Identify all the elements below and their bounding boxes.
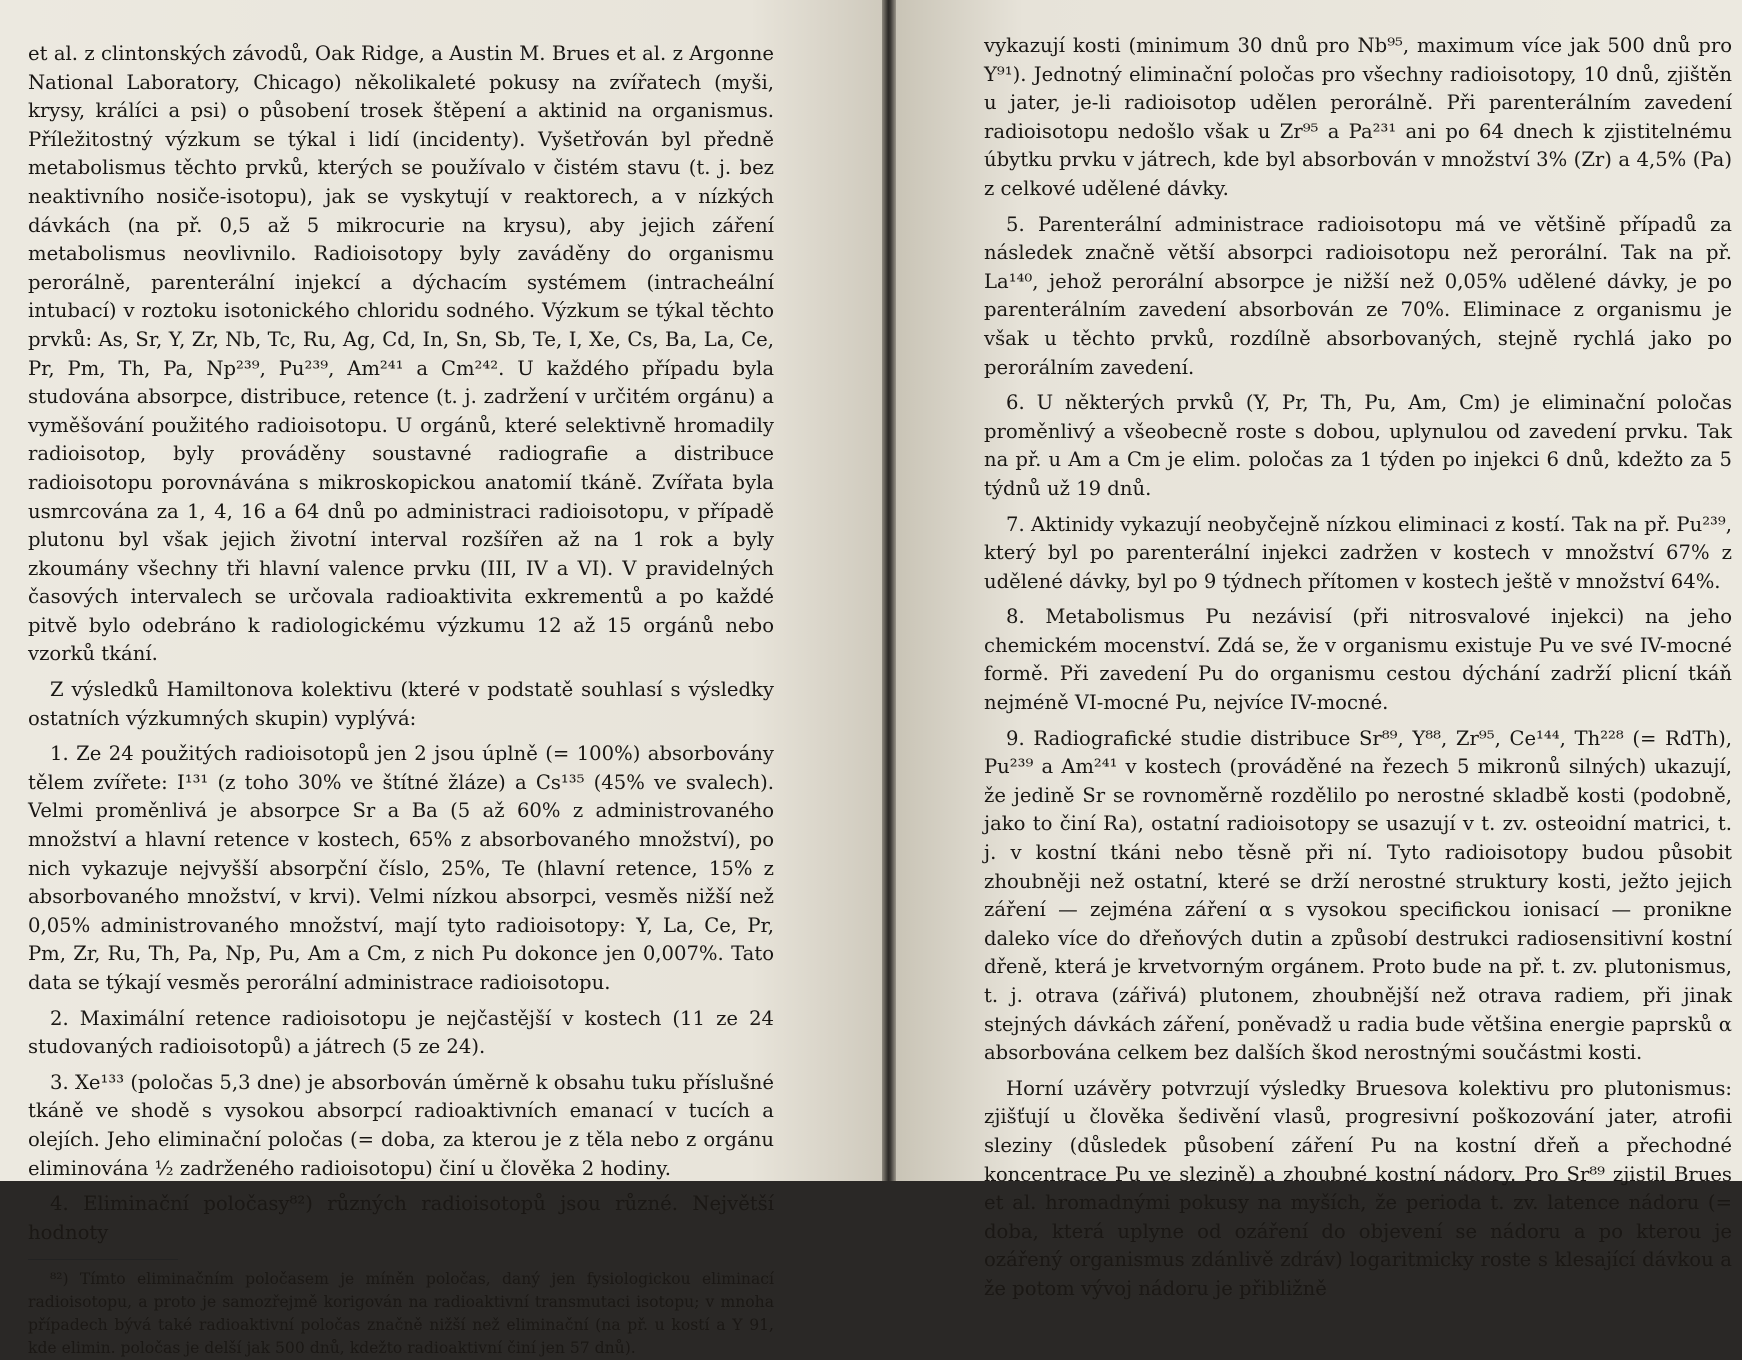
paragraph: 3. Xe¹³³ (poločas 5,3 dne) je absorbován úměrně k obsahu tuku příslušné tkáně ve shodě s vysokou absorpcí radioaktivních emanací v tucích a olejích. Jeho eliminační poločas (= doba, za kterou je z těla nebo z orgánu eliminována ½ zadrženého radioisotopu) činí u člověka 2 hodiny. — [28, 1070, 774, 1180]
paragraph: vykazují kosti (minimum 30 dnů pro Nb⁹⁵, maximum více jak 500 dnů pro Y⁹¹). Jednotný eliminační poločas pro všechny radioisotopy, 10 dnů, zjištěn u jater, je-li radioisotop udělen perorálně. Při parenterálním zavedení radioisotopu nedošlo však u Zr⁹⁵ a Pa²³¹ ani po 64 dnech k zjistitelnému úbytku prvku v játrech, kde byl absorbován v množství 3% (Zr) a 4,5% (Pa) z celkové udělené dávky. — [984, 34, 1732, 200]
footnote: ⁸²) Tímto eliminačním poločasem je míněn poločas, daný jen fysiologickou eliminací radioisotopu, a proto je samozřejmě korigován na radioaktivní transmutaci isotopu; v mnoha případech bývá také radioaktivní poločas značně nižší než eliminační (na př. u kostí a Y 91, kde elimin. poločas je delší jak 500 dnů, kdežto radioaktivní činí jen 57 dnů). — [28, 1270, 774, 1357]
paragraph: 6. U některých prvků (Y, Pr, Th, Pu, Am, Cm) je eliminační poločas proměnlivý a všeobecně roste s dobou, uplynulou od zavedení prvku. Tak na př. u Am a Cm je elim. poločas za 1 týden po injekci 6 dnů, kdežto za 5 týdnů už 19 dnů. — [984, 391, 1732, 500]
paragraph: 9. Radiografické studie distribuce Sr⁸⁹, Y⁸⁸, Zr⁹⁵, Ce¹⁴⁴, Th²²⁸ (= RdTh), Pu²³⁹ a Am²⁴¹ v kostech (prováděné na řezech 5 mikronů silných) ukazují, že jedině Sr se rovnoměrně rozdělilo po nerostné skladbě kosti (podobně, jako to činí Ra), ostatní radioisotopy se usazují v t. zv. osteoidní matrici, t. j. v kostní tkáni nebo těsně při ní. Tyto radioisotopy budou působit zhoubněji než ostatní, které se drží nerostné struktury kosti, ježto jejich záření — zejména záření α s vysokou specifickou ionisací — pronikne daleko více do dřeňových dutin a způsobí destrukci radiosensitivní kostní dřeně, která je krvetvorným orgánem. Proto bude na př. t. zv. plutonismus, t. j. otrava (zářivá) plutonem, zhoubnější než otrava radiem, při jinak stejných dávkách záření, poněvadž u radia bude většina energie paprsků α absorbována celkem bez dalších škod nerostnými součástmi kosti. — [984, 726, 1732, 1065]
paragraph: 4. Eliminační poločasy⁸²) různých radioisotopů jsou různé. Největší hodnoty — [28, 1192, 774, 1244]
right-page — [896, 0, 1742, 1300]
book-gutter — [882, 0, 896, 1181]
paragraph: Horní uzávěry potvrzují výsledky Bruesova kolektivu pro plutonismus: zjišťují u člověka šedivění vlasů, progresivní poškozování jater, atrofii sleziny (důsledek působení záření Pu na kostní dřeň a přechodné koncentrace Pu ve slezině) a zhoubné kostní nádory. Pro Sr⁸⁹ zjistil Brues et al. hromadnými pokusy na myších, že perioda t. zv. latence nádoru (= doba, která uplyne od ozáření do objevení se nádoru a po kterou je ozářený organismus zdánlivě zdráv) logaritmicky roste s klesající dávkou a že potom vývoj nádoru je přibližně — [984, 1076, 1732, 1300]
paragraph: Z výsledků Hamiltonova kolektivu (které v podstatě souhlasí s výsledky ostatních výzkumných skupin) vyplývá: — [28, 678, 774, 730]
footnote-rule — [28, 1259, 178, 1260]
paragraph: et al. z clintonských závodů, Oak Ridge, a Austin M. Brues et al. z Argonne National Laboratory, Chicago) několikaleté pokusy na zvířatech (myši, krysy, králíci a psi) o působení trosek štěpení a aktinid na organismus. Příležitostný výzkum se týkal i lidí (incidenty). Vyšetřován byl předně metabolismus těchto prvků, kterých se používalo v čistém stavu (t. j. bez neaktivního nosiče-isotopu), jak se vyskytují v reaktorech, a v nízkých dávkách (na př. 0,5 až 5 mikrocurie na krysu), aby jejich záření metabolismus neovlivnilo. Radioisotopy byly zaváděny do organismu perorálně, parenterální injekcí a dýchacím systémem (intracheální intubací) v roztoku isotonického chloridu sodného. Výzkum se týkal těchto prvků: As, Sr, Y, Zr, Nb, Tc, Ru, Ag, Cd, In, Sn, Sb, Te, I, Xe, Cs, Ba, La, Ce, Pr, Pm, Th, Pa, Np²³⁹, Pu²³⁹, Am²⁴¹ a Cm²⁴². U každého případu byla studována absorpce, distribuce, retence (t. j. zadržení v určitém orgánu) a vyměšování použitého radioisotopu. U orgánů, které selektivně hromadily radioisotop, byly prováděny soustavné radiografie a distribuce radioisotopu porovnávána s mikroskopickou anatomií tkáně. Zvířata byla usmrcována za 1, 4, 16 a 64 dnů po administraci radioisotopu, v případě plutonu byl však jejich životní interval rozšířen až na 1 rok a byly zkoumány všechny tři hlavní valence prvku (III, IV a VI). V pravidelných časových intervalech se určovala radioaktivita exkrementů a po každé pitvě bylo odebráno k radiologickému výzkumu 12 až 15 orgánů nebo vzorků tkání. — [28, 42, 774, 666]
paragraph: 2. Maximální retence radioisotopu je nejčastější v kostech (11 ze 24 studovaných radioisotopů) a játrech (5 ze 24). — [28, 1006, 774, 1059]
paragraph: 1. Ze 24 použitých radioisotopů jen 2 jsou úplně (= 100%) absorbovány tělem zvířete: I¹³¹ (z toho 30% ve štítné žláze) a Cs¹³⁵ (45% ve svalech). Velmi proměnlivá je absorpce Sr a Ba (5 až 60% z administrovaného množství a hlavní retence v kostech, 65% z absorbovaného množství), po nich vykazuje nejvyšší absorpční číslo, 25%, Te (hlavní retence, 15% z absorbovaného množství, v krvi). Velmi nízkou absorpci, vesměs nižší než 0,05% administrovaného množství, mají tyto radioisotopy: Y, La, Ce, Pr, Pm, Zr, Ru, Th, Pa, Np, Pu, Am a Cm, z nich Pu dokonce jen 0,007%. Tato data se týkají vesměs perorální administrace radioisotopu. — [28, 742, 774, 994]
paragraph: 7. Aktinidy vykazují neobyčejně nízkou eliminaci z kostí. Tak na př. Pu²³⁹, který byl po parenterální injekci zadržen v kostech v množství 67% z udělené dávky, byl po 9 týdnech přítomen v kostech ještě v množství 64%. — [984, 512, 1732, 593]
paragraph: 8. Metabolismus Pu nezávisí (při nitrosvalové injekci) na jeho chemickém mocenství. Zdá se, že v organismu existuje Pu ve své IV-mocné formě. Při zavedení Pu do organismu cestou dýchání zadrží plicní tkáň nejméně VI-mocné Pu, nejvíce IV-mocné. — [984, 605, 1732, 715]
paragraph: 5. Parenterální administrace radioisotopu má ve většině případů za následek značně větší absorpci radioisotopu než perorální. Tak na př. La¹⁴⁰, jehož perorální absorpce je nižší než 0,05% udělené dávky, je po parenterálním zavedení absorbován ze 70%. Eliminace z organismu je však u těchto prvků, rozdílně absorbovaných, stejně rychlá jako po perorálním zavedení. — [984, 212, 1732, 379]
